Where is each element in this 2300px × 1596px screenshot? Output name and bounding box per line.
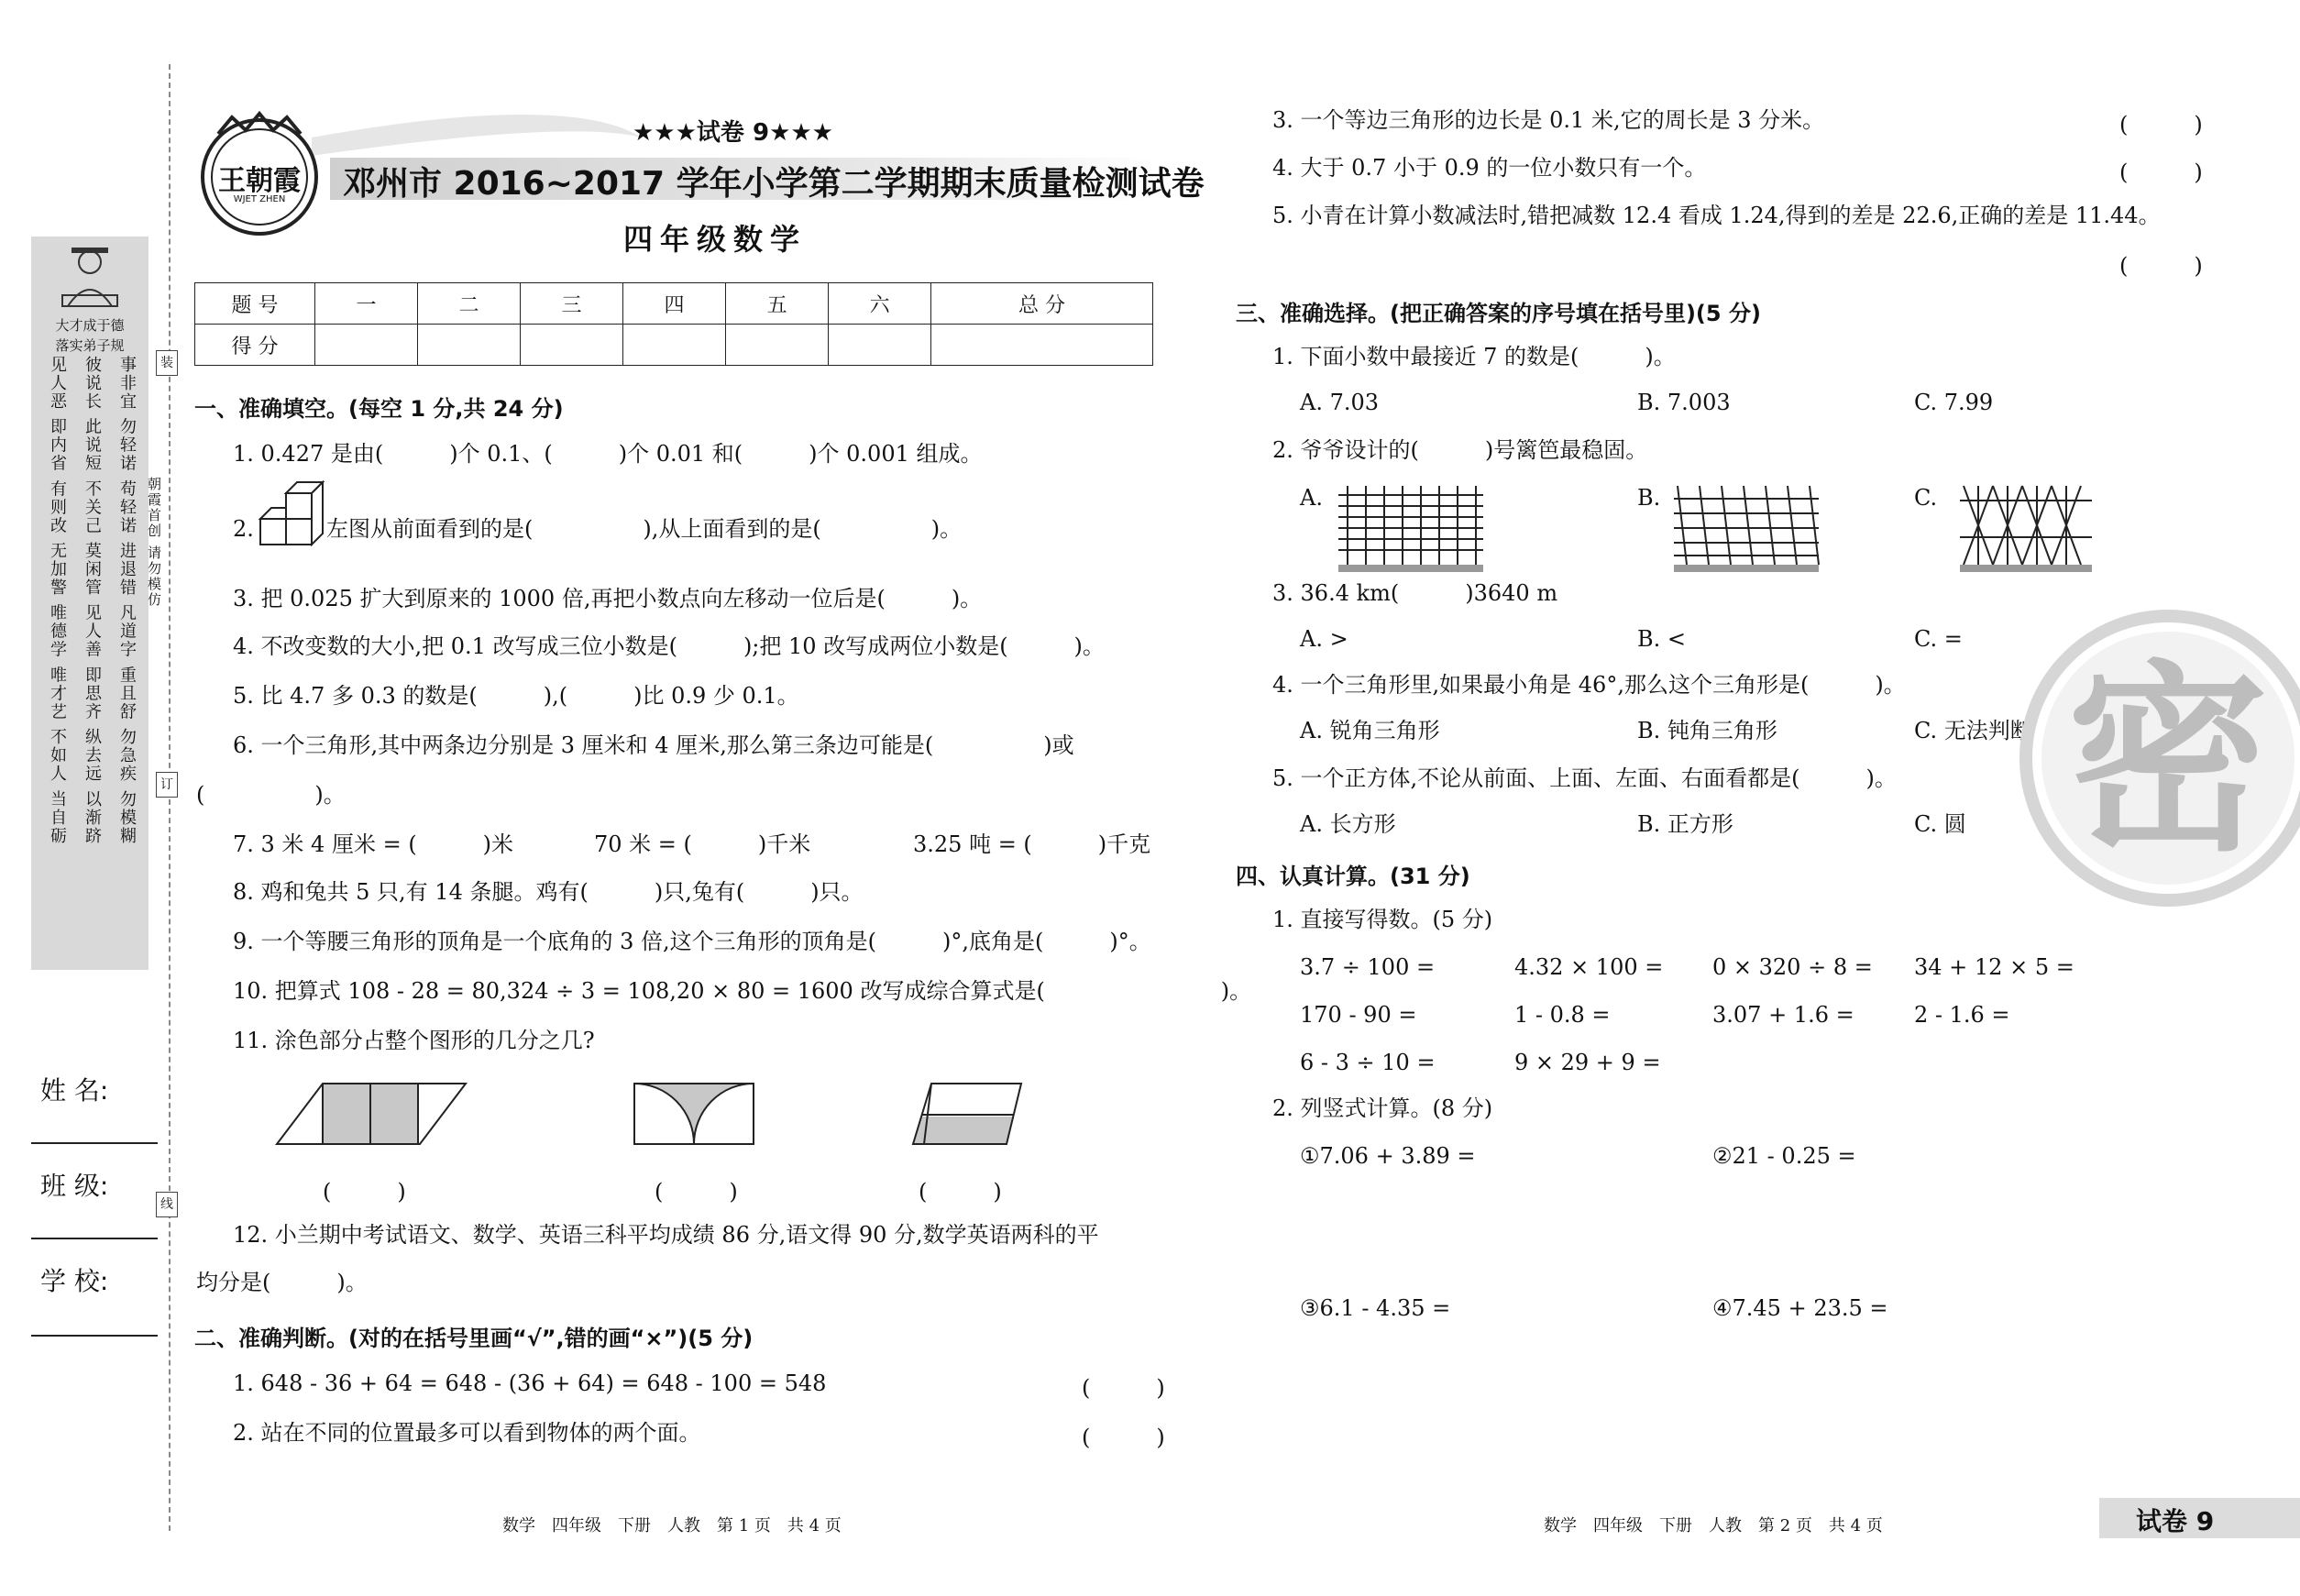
motto-column: 彼说长 此说短 不关己 莫闲管 见人善 即思齐 纵去远 以渐跻 bbox=[83, 356, 102, 846]
question-3: 3. 把 0.025 扩大到原来的 1000 倍,再把小数点向左移动一位后是( )。 bbox=[233, 586, 983, 611]
choice-option: C. bbox=[1914, 485, 1938, 511]
question-4: 4. 不改变数的大小,把 0.1 改写成三位小数是( );把 10 改写成两位小数是( )。 bbox=[233, 633, 1105, 659]
choice-4: 4. 一个三角形里,如果最小角是 46°,那么这个三角形是( )。 bbox=[1272, 672, 1906, 698]
judge-3: 3. 一个等边三角形的边长是 0.1 米,它的周长是 3 分米。 bbox=[1272, 107, 1825, 133]
fence-c-figure bbox=[1960, 482, 2107, 574]
side-note: 朝霞首创 请勿模仿 bbox=[146, 477, 162, 608]
answer-blank[interactable]: ( ) bbox=[919, 1179, 1002, 1205]
question-1: 1. 0.427 是由( )个 0.1、( )个 0.01 和( )个 0.001 组成。 bbox=[233, 441, 983, 467]
choice-option: B. < bbox=[1637, 626, 1687, 652]
table-header-cell: 二 bbox=[418, 283, 521, 325]
question-6b: ( )。 bbox=[196, 782, 346, 808]
cube-stack-figure bbox=[257, 486, 330, 550]
fence-b-figure bbox=[1674, 482, 1821, 574]
calc-item: 6 - 3 ÷ 10 = bbox=[1300, 1050, 1436, 1075]
exam-title: 邓州市 2016~2017 学年小学第二学期期末质量检测试卷 bbox=[343, 165, 1205, 203]
calc-1-title: 1. 直接写得数。(5 分) bbox=[1272, 907, 1493, 932]
judge-5: 5. 小青在计算小数减法时,错把减数 12.4 看成 1.24,得到的差是 22.6,正确的差是 11.44。 bbox=[1272, 203, 2161, 228]
fence-a-figure bbox=[1338, 482, 1485, 574]
judge-4: 4. 大于 0.7 小于 0.9 的一位小数只有一个。 bbox=[1272, 155, 1707, 181]
vertical-calc-item: ①7.06 + 3.89 = bbox=[1300, 1143, 1476, 1169]
class-label: 班 级: bbox=[40, 1171, 109, 1201]
arc-square-figure bbox=[631, 1078, 759, 1151]
motto-column: 见人恶 即内省 有则改 无加警 唯德学 唯才艺 不如人 当自砺 bbox=[48, 356, 67, 846]
class-field-line[interactable] bbox=[31, 1238, 158, 1239]
choice-option: A. bbox=[1300, 485, 1323, 511]
question-9: 9. 一个等腰三角形的顶角是一个底角的 3 倍,这个三角形的顶角是( )°,底角是( )°。 bbox=[233, 929, 1151, 954]
choice-option: B. bbox=[1637, 485, 1661, 511]
answer-blank[interactable]: ( ) bbox=[323, 1179, 406, 1205]
choice-2: 2. 爷爷设计的( )号篱笆最稳固。 bbox=[1272, 437, 1648, 463]
choice-option: A. > bbox=[1300, 626, 1348, 652]
paper-number: ★★★试卷 9★★★ bbox=[633, 119, 833, 147]
score-cell[interactable] bbox=[521, 325, 623, 366]
choice-option: B. 7.003 bbox=[1637, 390, 1731, 415]
section-4-title: 四、认真计算。(31 分) bbox=[1236, 864, 1470, 889]
name-field-line[interactable] bbox=[31, 1142, 158, 1144]
judge-1: 1. 648 - 36 + 64 = 648 - (36 + 64) = 648 - 100 = 548 bbox=[233, 1370, 827, 1396]
table-header-cell: 总 分 bbox=[931, 283, 1153, 325]
vertical-calc-item: ③6.1 - 4.35 = bbox=[1300, 1295, 1451, 1321]
choice-option: C. 无法判断 bbox=[1914, 718, 2032, 743]
judge-blank[interactable]: ( ) bbox=[1082, 1375, 1165, 1401]
parallelogram-figure-2 bbox=[909, 1078, 1038, 1151]
choice-option: C. 7.99 bbox=[1914, 390, 1994, 415]
subject-title: 四年级数学 bbox=[623, 222, 808, 257]
section-2-title: 二、准确判断。(对的在括号里画“√”,错的画“×”)(5 分) bbox=[194, 1326, 754, 1351]
choice-option: A. 7.03 bbox=[1300, 390, 1380, 415]
cut-mark: 装 bbox=[156, 350, 178, 376]
judge-blank[interactable]: ( ) bbox=[2119, 253, 2203, 279]
choice-1: 1. 下面小数中最接近 7 的数是( )。 bbox=[1272, 344, 1676, 369]
cut-mark: 订 bbox=[156, 772, 178, 798]
table-header-cell: 一 bbox=[315, 283, 418, 325]
score-row-label: 得 分 bbox=[195, 325, 315, 366]
table-header-cell: 三 bbox=[521, 283, 623, 325]
question-5: 5. 比 4.7 多 0.3 的数是( ),( )比 0.9 少 0.1。 bbox=[233, 683, 799, 709]
calc-item: 2 - 1.6 = bbox=[1914, 1002, 2010, 1028]
score-cell[interactable] bbox=[623, 325, 726, 366]
stamp-char: 密 bbox=[2066, 644, 2269, 878]
calc-item: 170 - 90 = bbox=[1300, 1002, 1417, 1028]
vertical-calc-item: ②21 - 0.25 = bbox=[1712, 1143, 1856, 1169]
page-footer: 数学 四年级 下册 人教 第 2 页 共 4 页 bbox=[1544, 1516, 1883, 1535]
question-7b: 70 米 = ( )千米 bbox=[594, 831, 811, 857]
choice-option: A. 锐角三角形 bbox=[1300, 718, 1440, 743]
question-2: 左图从前面看到的是( ),从上面看到的是( )。 bbox=[326, 516, 963, 542]
motto-column: 事非宜 勿轻诺 苟轻诺 进退错 凡道字 重且舒 勿急疾 勿模糊 bbox=[117, 356, 137, 846]
choice-option: C. 圆 bbox=[1914, 811, 1966, 837]
logo-subtext: WJET ZHEN bbox=[233, 194, 286, 204]
calc-item: 34 + 12 × 5 = bbox=[1914, 954, 2074, 980]
judge-blank[interactable]: ( ) bbox=[2119, 112, 2203, 138]
score-table bbox=[194, 282, 1153, 366]
question-11: 11. 涂色部分占整个图形的几分之几? bbox=[233, 1028, 595, 1053]
table-header-cell: 六 bbox=[829, 283, 931, 325]
score-cell[interactable] bbox=[418, 325, 521, 366]
judge-blank[interactable]: ( ) bbox=[1082, 1425, 1165, 1450]
scholar-illustration bbox=[31, 242, 149, 315]
choice-option: B. 钝角三角形 bbox=[1637, 718, 1777, 743]
score-cell[interactable] bbox=[931, 325, 1153, 366]
score-cell[interactable] bbox=[315, 325, 418, 366]
table-row bbox=[195, 283, 1153, 325]
calc-item: 9 × 29 + 9 = bbox=[1514, 1050, 1661, 1075]
score-cell[interactable] bbox=[726, 325, 829, 366]
choice-5: 5. 一个正方体,不论从前面、上面、左面、右面看都是( )。 bbox=[1272, 765, 1897, 791]
table-header-cell: 四 bbox=[623, 283, 726, 325]
choice-option: B. 正方形 bbox=[1637, 811, 1733, 837]
choice-3: 3. 36.4 km( )3640 m bbox=[1272, 580, 1558, 606]
binding-line bbox=[169, 64, 171, 1531]
logo-text: 王朝霞 bbox=[218, 165, 301, 197]
parallelogram-figure-1 bbox=[273, 1078, 493, 1151]
answer-blank[interactable]: ( ) bbox=[655, 1179, 738, 1205]
table-header-cell: 五 bbox=[726, 283, 829, 325]
section-3-title: 三、准确选择。(把正确答案的序号填在括号里)(5 分) bbox=[1236, 301, 1761, 326]
page-footer: 数学 四年级 下册 人教 第 1 页 共 4 页 bbox=[502, 1516, 842, 1535]
calc-item: 3.07 + 1.6 = bbox=[1712, 1002, 1854, 1028]
vertical-calc-item: ④7.45 + 23.5 = bbox=[1712, 1295, 1888, 1321]
school-field-line[interactable] bbox=[31, 1335, 158, 1337]
question-2-number: 2. bbox=[233, 516, 254, 542]
question-8: 8. 鸡和兔共 5 只,有 14 条腿。鸡有( )只,兔有( )只。 bbox=[233, 879, 864, 905]
name-label: 姓 名: bbox=[40, 1075, 109, 1106]
table-row bbox=[195, 325, 1153, 366]
motto-top-2: 落实弟子规 bbox=[55, 337, 125, 354]
choice-option: C. = bbox=[1914, 626, 1963, 652]
judge-blank[interactable]: ( ) bbox=[2119, 160, 2203, 185]
calc-2-title: 2. 列竖式计算。(8 分) bbox=[1272, 1095, 1493, 1121]
question-12b: 均分是( )。 bbox=[196, 1270, 368, 1295]
table-header-cell: 题 号 bbox=[195, 283, 315, 325]
motto-panel bbox=[31, 237, 149, 970]
judge-2: 2. 站在不同的位置最多可以看到物体的两个面。 bbox=[233, 1420, 701, 1446]
choice-option: A. 长方形 bbox=[1300, 811, 1396, 837]
section-1-title: 一、准确填空。(每空 1 分,共 24 分) bbox=[194, 396, 564, 422]
question-6a: 6. 一个三角形,其中两条边分别是 3 厘米和 4 厘米,那么第三条边可能是( )或 bbox=[233, 732, 1074, 758]
calc-item: 4.32 × 100 = bbox=[1514, 954, 1664, 980]
question-10: 10. 把算式 108 - 28 = 80,324 ÷ 3 = 108,20 × 80 = 1600 改写成综合算式是( )。 bbox=[233, 978, 1252, 1004]
corner-label: 试卷 9 bbox=[2136, 1506, 2215, 1536]
calc-item: 3.7 ÷ 100 = bbox=[1300, 954, 1436, 980]
cut-mark: 线 bbox=[156, 1192, 178, 1217]
question-7a: 7. 3 米 4 厘米 = ( )米 bbox=[233, 831, 514, 857]
question-12a: 12. 小兰期中考试语文、数学、英语三科平均成绩 86 分,语文得 90 分,数学英语两科的平 bbox=[233, 1222, 1099, 1248]
question-7c: 3.25 吨 = ( )千克 bbox=[913, 831, 1151, 857]
score-cell[interactable] bbox=[829, 325, 931, 366]
calc-item: 0 × 320 ÷ 8 = bbox=[1712, 954, 1873, 980]
calc-item: 1 - 0.8 = bbox=[1514, 1002, 1611, 1028]
school-label: 学 校: bbox=[40, 1266, 109, 1296]
motto-top-1: 大才成于德 bbox=[55, 317, 125, 334]
